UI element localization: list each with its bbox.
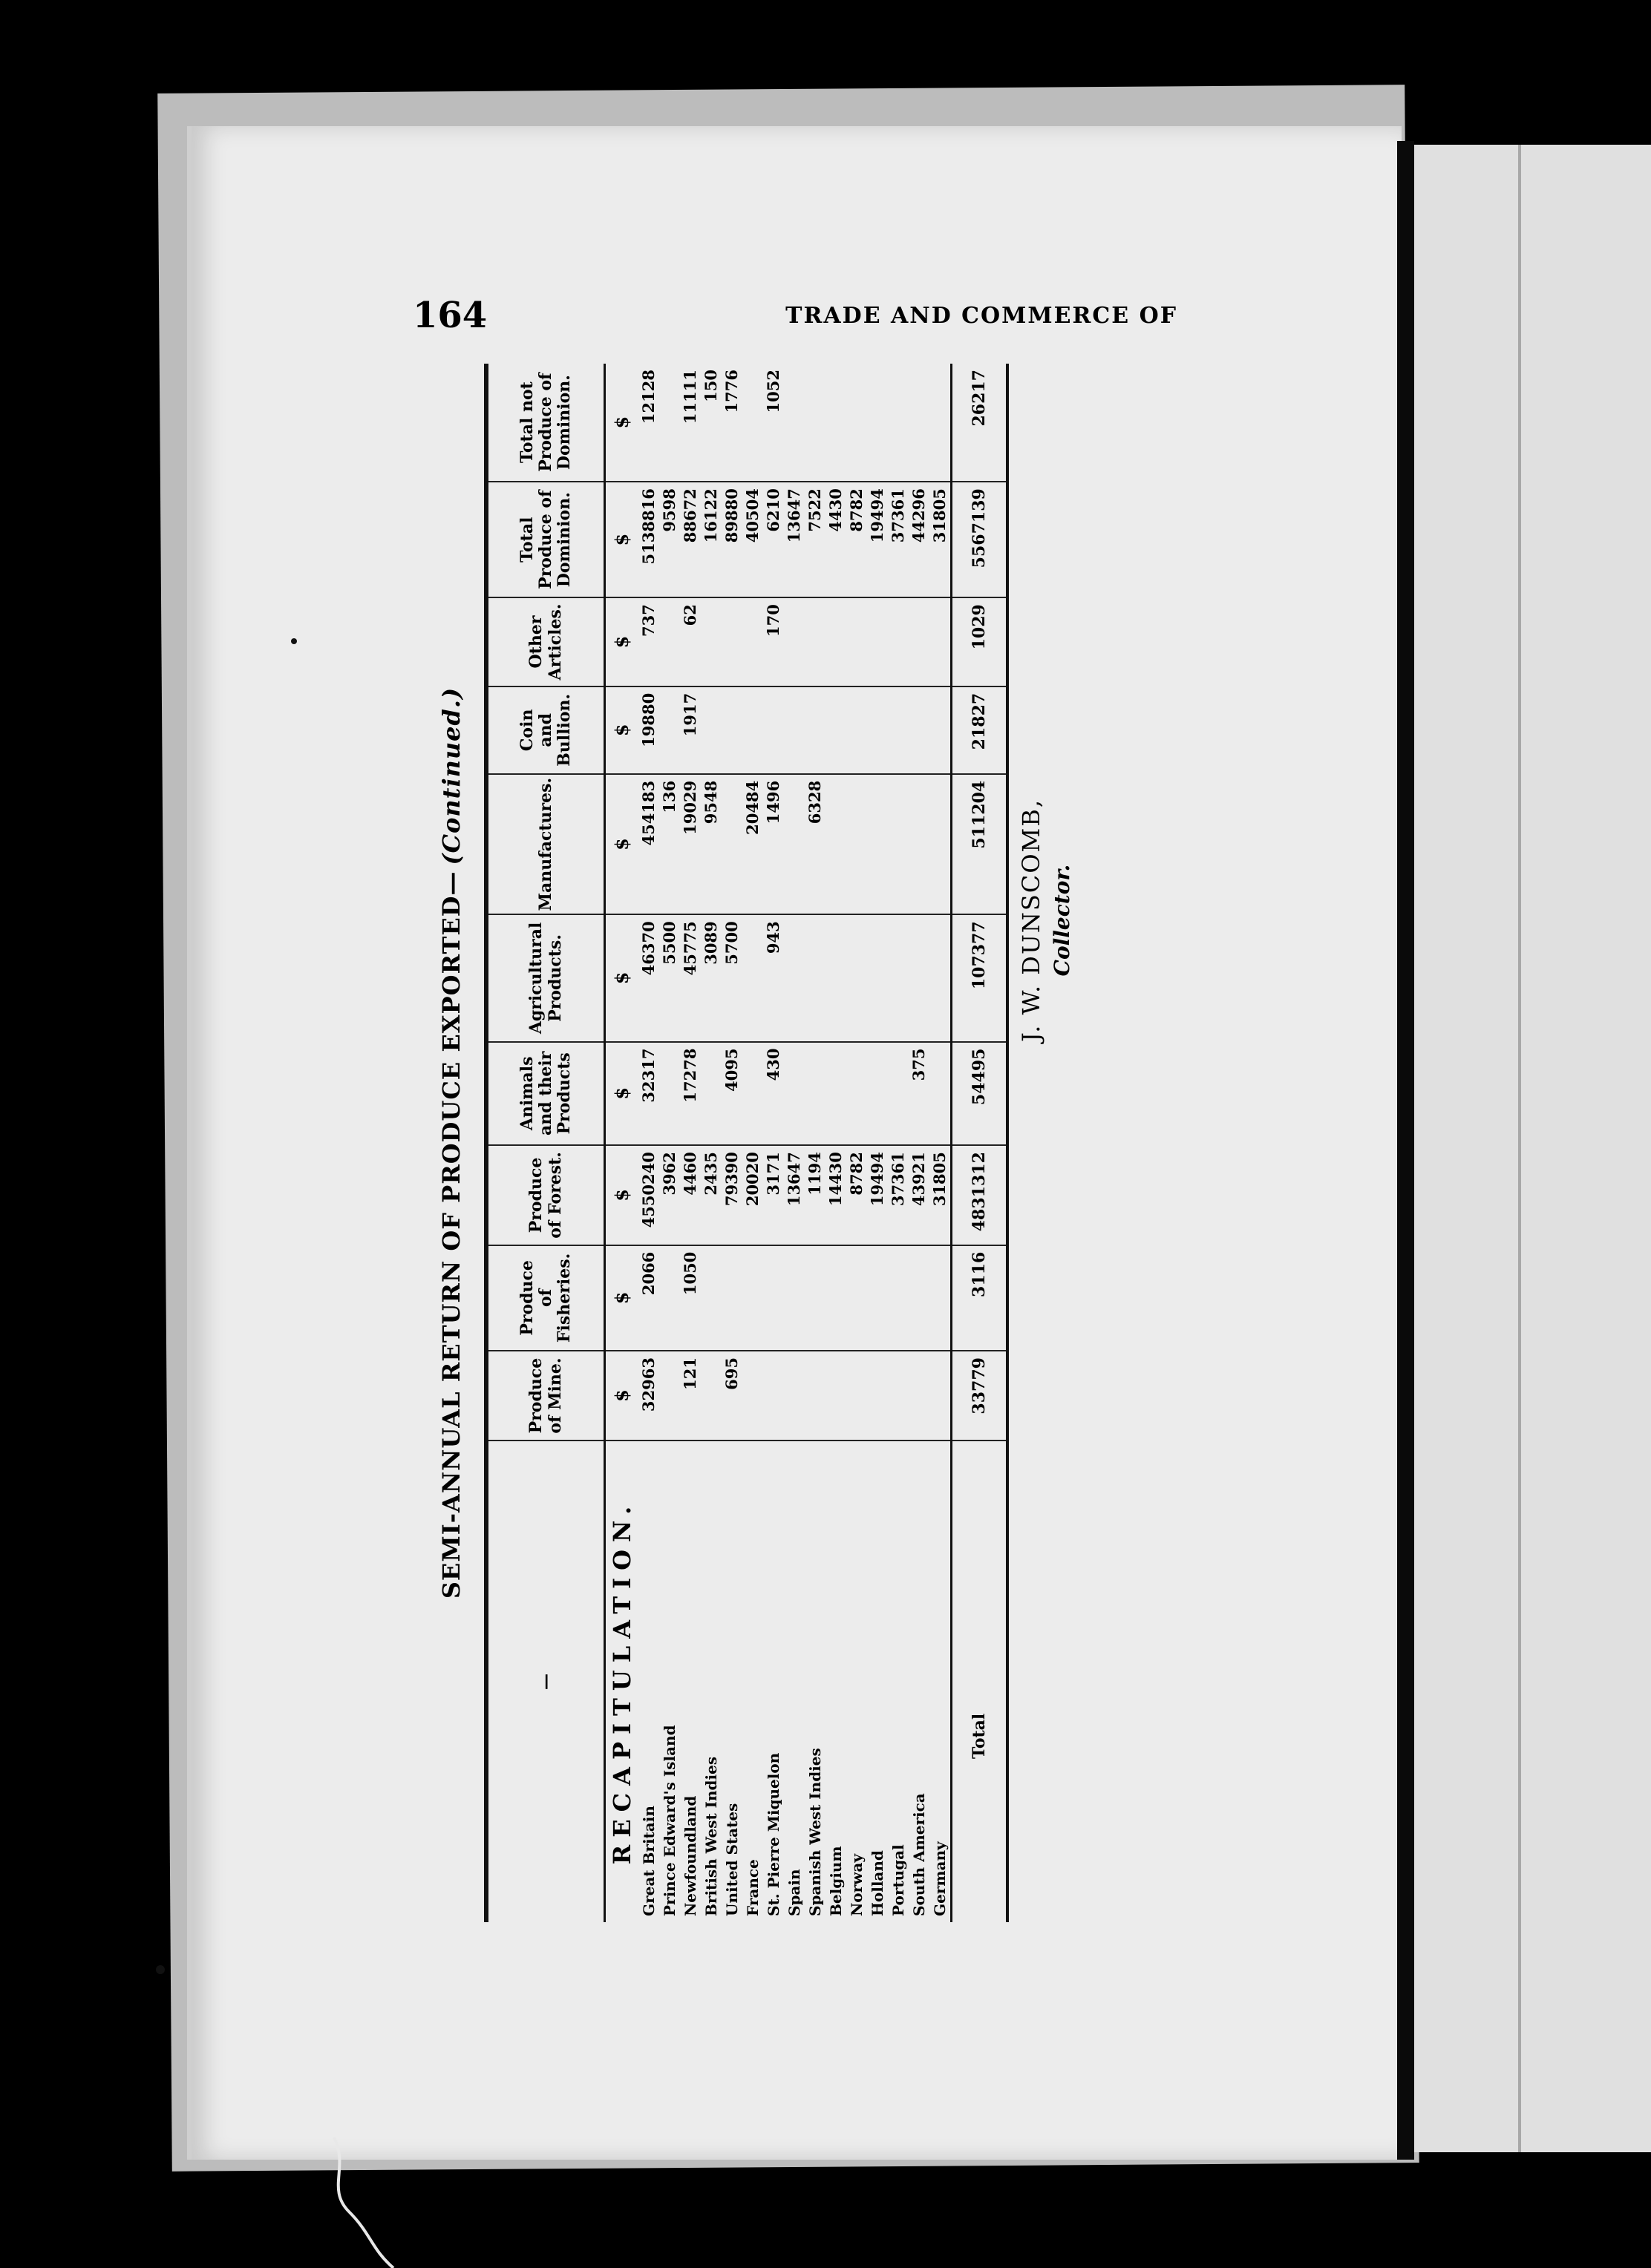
country-cell: Spain — [785, 1869, 803, 1916]
table-row — [638, 364, 659, 1922]
currency-cell: $ — [605, 597, 639, 686]
value-cell — [742, 597, 763, 686]
scan-artifact-line — [327, 2137, 416, 2268]
table-row — [846, 364, 867, 1922]
value-cell — [784, 1245, 805, 1351]
value-cell — [805, 1042, 826, 1146]
country-cell: South America — [910, 1793, 928, 1916]
value-cell — [701, 1245, 722, 1351]
value-cell: 13647 — [784, 482, 805, 597]
value-cell — [763, 686, 784, 774]
value-cell: 3116 — [952, 1245, 1008, 1351]
value-cell — [826, 914, 846, 1041]
country-cell: St. Pierre Miquelon — [765, 1752, 782, 1916]
value-cell — [846, 774, 867, 915]
value-cell — [722, 686, 742, 774]
value-cell — [784, 686, 805, 774]
value-cell — [826, 364, 846, 482]
value-cell: 33779 — [952, 1351, 1008, 1441]
value-cell: 4430 — [826, 482, 846, 597]
value-cell — [888, 364, 909, 482]
value-cell: 5700 — [722, 914, 742, 1041]
page-header — [413, 293, 1177, 338]
value-cell — [826, 774, 846, 915]
value-cell — [888, 1245, 909, 1351]
value-cell: 150 — [701, 364, 722, 482]
value-cell: 5138816 — [638, 482, 659, 597]
value-cell — [805, 597, 826, 686]
value-cell — [888, 1042, 909, 1146]
country-cell: Newfoundland — [681, 1795, 699, 1916]
value-cell — [846, 1042, 867, 1146]
header-dash: — — [486, 1441, 605, 1922]
value-cell — [846, 914, 867, 1041]
ink-speck — [291, 638, 297, 644]
country-cell: Germany — [931, 1841, 949, 1916]
total-row — [952, 364, 1008, 1922]
value-cell: 2435 — [701, 1145, 722, 1245]
country-cell: British West Indies — [702, 1756, 720, 1916]
value-cell: 2066 — [638, 1245, 659, 1351]
value-cell — [929, 1042, 952, 1146]
value-cell: 8782 — [846, 482, 867, 597]
value-cell: 31805 — [929, 482, 952, 597]
table-row — [722, 364, 742, 1922]
value-cell: 3962 — [659, 1145, 680, 1245]
value-cell: 5500 — [659, 914, 680, 1041]
value-cell — [701, 1042, 722, 1146]
value-cell — [659, 1042, 680, 1146]
value-cell — [659, 1245, 680, 1351]
currency-cell: $ — [605, 1245, 639, 1351]
value-cell — [909, 774, 929, 915]
rotated-table-region — [431, 364, 1173, 1922]
value-cell: 9598 — [659, 482, 680, 597]
value-cell — [867, 914, 888, 1041]
currency-cell: $ — [605, 482, 639, 597]
value-cell: 9548 — [701, 774, 722, 915]
value-cell: 14430 — [826, 1145, 846, 1245]
value-cell: 121 — [680, 1351, 701, 1441]
value-cell — [846, 686, 867, 774]
value-cell: 44296 — [909, 482, 929, 597]
value-cell: 4095 — [722, 1042, 742, 1146]
value-cell: 3171 — [763, 1145, 784, 1245]
value-cell — [888, 1351, 909, 1441]
currency-cell: $ — [605, 686, 639, 774]
value-cell: 54495 — [952, 1042, 1008, 1146]
column-header: Agricultural Products. — [486, 914, 605, 1041]
value-cell: 430 — [763, 1042, 784, 1146]
value-cell: 170 — [763, 597, 784, 686]
value-cell: 19494 — [867, 482, 888, 597]
value-cell — [867, 1351, 888, 1441]
table-row — [763, 364, 784, 1922]
value-cell: 1052 — [763, 364, 784, 482]
country-cell: Holland — [869, 1850, 886, 1916]
column-header: Produce of Fisheries. — [486, 1245, 605, 1351]
value-cell — [888, 597, 909, 686]
total-label: Total — [952, 1441, 1008, 1922]
value-cell: 31805 — [929, 1145, 952, 1245]
value-cell — [846, 1245, 867, 1351]
value-cell — [909, 364, 929, 482]
value-cell — [929, 597, 952, 686]
table-row — [805, 364, 826, 1922]
value-cell: 62 — [680, 597, 701, 686]
page-number: 164 — [413, 295, 488, 336]
value-cell — [805, 1245, 826, 1351]
currency-cell: $ — [605, 774, 639, 915]
value-cell — [742, 364, 763, 482]
value-cell — [929, 774, 952, 915]
value-cell: 1776 — [722, 364, 742, 482]
value-cell: 16122 — [701, 482, 722, 597]
table-row — [701, 364, 722, 1922]
country-cell: Belgium — [827, 1846, 845, 1916]
value-cell: 32963 — [638, 1351, 659, 1441]
value-cell — [867, 597, 888, 686]
value-cell — [867, 1245, 888, 1351]
value-cell: 21827 — [952, 686, 1008, 774]
value-cell: 7522 — [805, 482, 826, 597]
country-cell: Great Britain — [640, 1806, 658, 1916]
value-cell — [909, 597, 929, 686]
value-cell — [826, 686, 846, 774]
signature-block — [1017, 698, 1074, 1143]
value-cell — [763, 1351, 784, 1441]
column-header: Coin and Bullion. — [486, 686, 605, 774]
column-header: Total Produce of Dominion. — [486, 482, 605, 597]
value-cell — [784, 1042, 805, 1146]
value-cell — [659, 1351, 680, 1441]
value-cell — [805, 1351, 826, 1441]
value-cell — [784, 774, 805, 915]
table-row — [742, 364, 763, 1922]
currency-cell: $ — [605, 1145, 639, 1245]
column-header: Other Articles. — [486, 597, 605, 686]
country-cell: Spanish West Indies — [806, 1748, 824, 1916]
value-cell: 943 — [763, 914, 784, 1041]
section-heading-row — [605, 364, 639, 1922]
value-cell: 737 — [638, 597, 659, 686]
table-row — [867, 364, 888, 1922]
table-row — [659, 364, 680, 1922]
value-cell — [742, 914, 763, 1041]
value-cell — [929, 1245, 952, 1351]
value-cell — [659, 597, 680, 686]
value-cell — [909, 686, 929, 774]
value-cell — [722, 597, 742, 686]
value-cell: 89880 — [722, 482, 742, 597]
value-cell: 45775 — [680, 914, 701, 1041]
value-cell — [929, 914, 952, 1041]
country-cell: Norway — [848, 1854, 866, 1916]
collector-title: Collector. — [1050, 864, 1074, 977]
value-cell — [784, 914, 805, 1041]
table-title — [431, 364, 472, 1922]
value-cell — [846, 1351, 867, 1441]
value-cell: 26217 — [952, 364, 1008, 482]
currency-cell: $ — [605, 364, 639, 482]
value-cell — [742, 1042, 763, 1146]
column-header: Total not Produce of Dominion. — [486, 364, 605, 482]
value-cell — [888, 914, 909, 1041]
value-cell: 79390 — [722, 1145, 742, 1245]
value-cell: 19029 — [680, 774, 701, 915]
value-cell — [826, 1042, 846, 1146]
value-cell — [867, 1042, 888, 1146]
recapitulation-table — [484, 364, 1009, 1922]
value-cell — [784, 597, 805, 686]
value-cell: 46370 — [638, 914, 659, 1041]
value-cell: 136 — [659, 774, 680, 915]
value-cell: 37361 — [888, 1145, 909, 1245]
value-cell: 695 — [722, 1351, 742, 1441]
value-cell — [784, 1351, 805, 1441]
value-cell: 375 — [909, 1042, 929, 1146]
value-cell: 6328 — [805, 774, 826, 915]
value-cell — [784, 364, 805, 482]
ink-speck — [156, 1965, 165, 1974]
column-header: Animals and their Products — [486, 1042, 605, 1146]
value-cell — [805, 914, 826, 1041]
value-cell — [929, 686, 952, 774]
running-head: TRADE AND COMMERCE OF — [785, 302, 1177, 329]
table-row — [680, 364, 701, 1922]
value-cell — [722, 774, 742, 915]
value-cell: 3089 — [701, 914, 722, 1041]
value-cell: 6210 — [763, 482, 784, 597]
value-cell — [722, 1245, 742, 1351]
value-cell: 4831312 — [952, 1145, 1008, 1245]
value-cell: 1050 — [680, 1245, 701, 1351]
collector-name: J. W. DUNSCOMB, — [1017, 798, 1045, 1043]
value-cell — [867, 774, 888, 915]
value-cell — [909, 1245, 929, 1351]
value-cell: 5567139 — [952, 482, 1008, 597]
value-cell — [763, 1245, 784, 1351]
table-row — [784, 364, 805, 1922]
value-cell — [846, 364, 867, 482]
value-cell: 19880 — [638, 686, 659, 774]
table-body — [605, 364, 1008, 1922]
column-header: Produce of Forest. — [486, 1145, 605, 1245]
table-header-row — [486, 364, 605, 1922]
value-cell: 4460 — [680, 1145, 701, 1245]
value-cell: 37361 — [888, 482, 909, 597]
value-cell: 4550240 — [638, 1145, 659, 1245]
value-cell — [805, 364, 826, 482]
value-cell — [826, 1245, 846, 1351]
value-cell — [929, 1351, 952, 1441]
country-cell: Portugal — [889, 1844, 907, 1916]
value-cell — [826, 597, 846, 686]
value-cell — [867, 686, 888, 774]
facing-page-fold — [1518, 145, 1521, 2152]
value-cell — [659, 364, 680, 482]
value-cell — [867, 364, 888, 482]
value-cell: 1917 — [680, 686, 701, 774]
column-header: Produce of Mine. — [486, 1351, 605, 1441]
value-cell — [846, 597, 867, 686]
table-title-continued: (Continued.) — [437, 686, 465, 865]
value-cell: 1194 — [805, 1145, 826, 1245]
table-row — [909, 364, 929, 1922]
value-cell: 88672 — [680, 482, 701, 597]
value-cell — [742, 1351, 763, 1441]
value-cell: 17278 — [680, 1042, 701, 1146]
currency-cell: $ — [605, 1351, 639, 1441]
value-cell: 11111 — [680, 364, 701, 482]
currency-cell: $ — [605, 1042, 639, 1146]
value-cell: 107377 — [952, 914, 1008, 1041]
value-cell — [742, 1245, 763, 1351]
section-heading: RECAPITULATION. — [608, 1498, 636, 1865]
country-cell: France — [744, 1859, 762, 1916]
facing-page — [1414, 145, 1651, 2152]
value-cell: 20020 — [742, 1145, 763, 1245]
value-cell — [805, 686, 826, 774]
value-cell — [888, 774, 909, 915]
value-cell — [742, 686, 763, 774]
table-row — [826, 364, 846, 1922]
table-row — [888, 364, 909, 1922]
value-cell: 32317 — [638, 1042, 659, 1146]
value-cell — [659, 686, 680, 774]
value-cell: 13647 — [784, 1145, 805, 1245]
value-cell: 19494 — [867, 1145, 888, 1245]
value-cell: 20484 — [742, 774, 763, 915]
value-cell: 1029 — [952, 597, 1008, 686]
country-cell: Prince Edward's Island — [661, 1725, 679, 1916]
value-cell: 1496 — [763, 774, 784, 915]
value-cell: 511204 — [952, 774, 1008, 915]
value-cell: 8782 — [846, 1145, 867, 1245]
value-cell — [701, 686, 722, 774]
value-cell — [929, 364, 952, 482]
column-header: Manufactures. — [486, 774, 605, 915]
value-cell — [826, 1351, 846, 1441]
value-cell: 40504 — [742, 482, 763, 597]
value-cell — [701, 1351, 722, 1441]
currency-cell: $ — [605, 914, 639, 1041]
value-cell — [888, 686, 909, 774]
value-cell — [909, 1351, 929, 1441]
country-cell: United States — [723, 1803, 741, 1916]
value-cell: 43921 — [909, 1145, 929, 1245]
table-title-main: SEMI-ANNUAL RETURN OF PRODUCE EXPORTED— — [437, 871, 465, 1599]
value-cell — [909, 914, 929, 1041]
table-row — [929, 364, 952, 1922]
value-cell — [701, 597, 722, 686]
value-cell: 454183 — [638, 774, 659, 915]
book-gutter — [1397, 141, 1414, 2160]
value-cell: 12128 — [638, 364, 659, 482]
